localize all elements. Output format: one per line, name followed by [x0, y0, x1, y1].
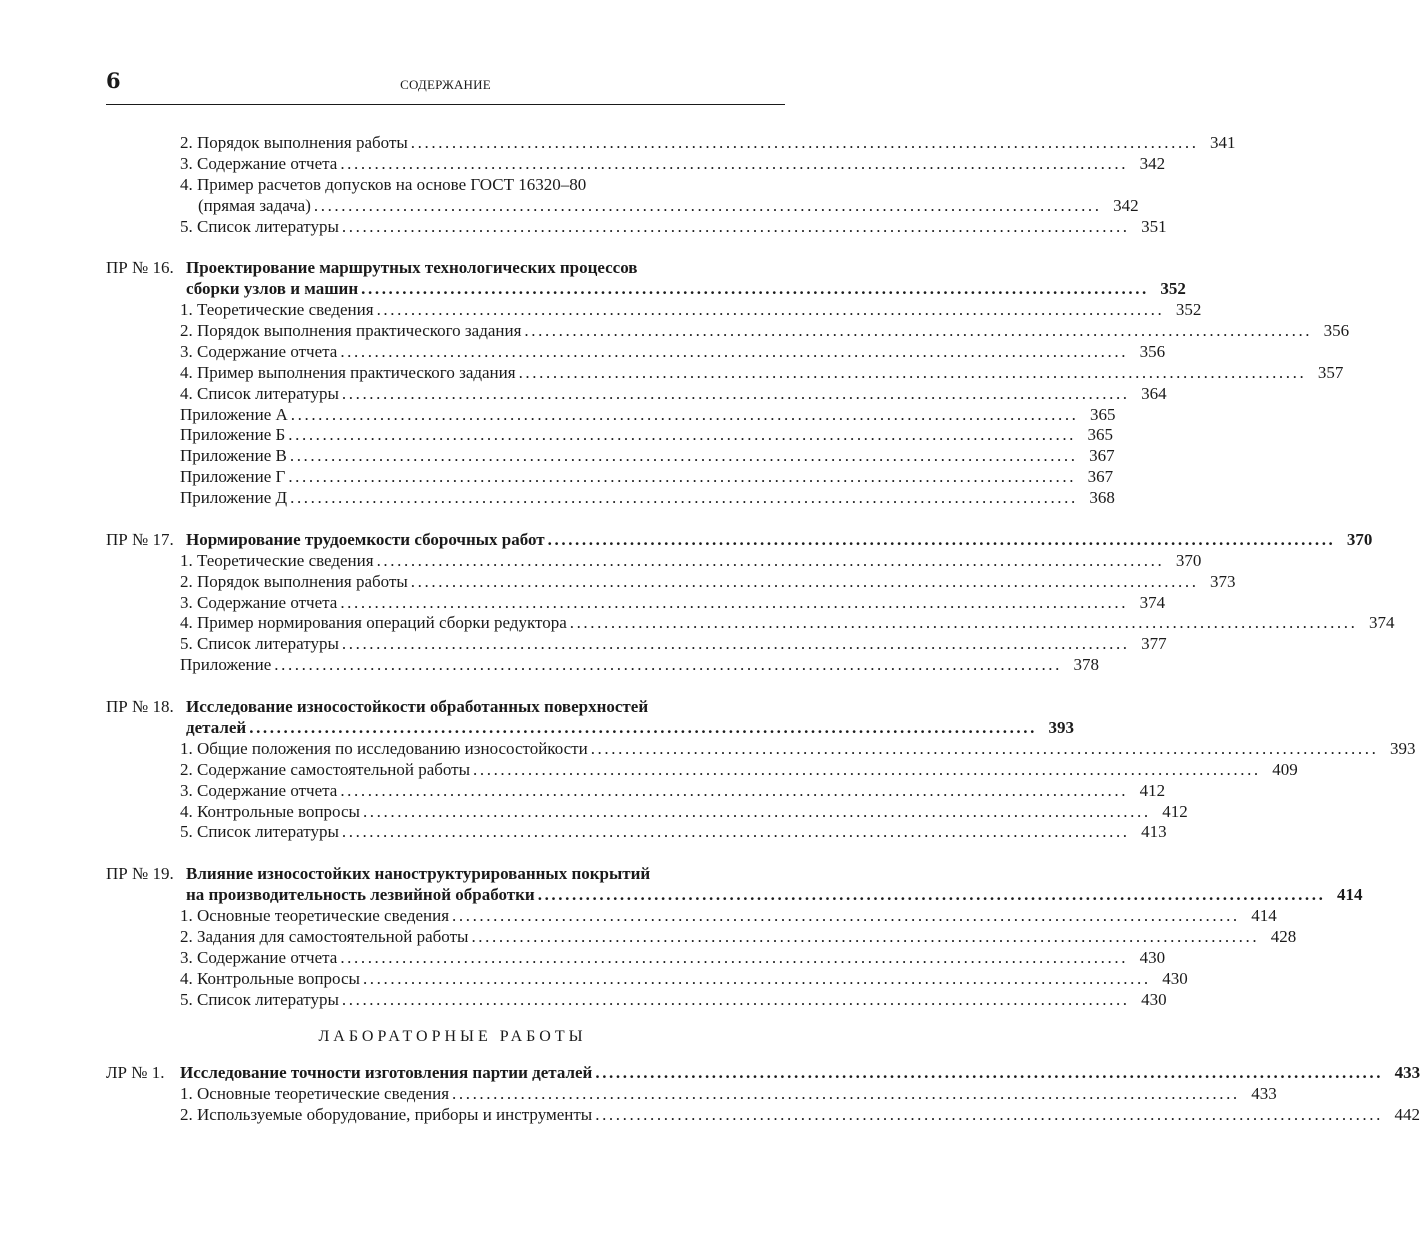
toc-entry: 1. Теоретические сведения ................................................................................................................... 370 — [180, 550, 1202, 570]
chapter-page: 433 — [1394, 1063, 1420, 1083]
toc-entry: 1. Теоретические сведения ................................................................................................................... 352 — [180, 300, 1202, 320]
toc-entry: 2. Содержание самостоятельной работы ................................................................................................................... 409 — [180, 759, 1298, 779]
chapter-prefix: ПР № 18. — [106, 697, 174, 717]
toc-entry: 2. Порядок выполнения работы ................................................................................................................... 341 — [180, 133, 1236, 152]
toc-entry: 1. Общие положения по исследованию износостойкости ................................................................................................................... 393 — [180, 738, 1416, 758]
running-head: СОДЕРЖАНИЕ — [400, 77, 491, 92]
toc-entry: 3. Содержание отчета ................................................................................................................... 374 — [180, 592, 1166, 612]
toc-entry: Приложение В ................................................................................................................... 367 — [180, 446, 1115, 466]
chapter-title: Исследование износостойкости обработанных поверхностей — [186, 697, 649, 717]
chapter-prefix: ПР № 16. — [106, 258, 174, 278]
toc-entry: 5. Список литературы ................................................................................................................... 351 — [180, 216, 1167, 236]
toc-chapter-lr1: ЛР № 1. Исследование точности изготовления партии деталей ................................................................................................................... 433 — [106, 1063, 1420, 1083]
toc-entry: 2. Используемые оборудование, приборы и инструменты ................................................................................................................... 442 — [180, 1105, 1420, 1125]
chapter-title: Исследование точности изготовления партии деталей — [180, 1063, 593, 1083]
toc-entry: (прямая задача) ................................................................................................................... 342 — [198, 195, 1139, 215]
page-number: 6 — [106, 68, 121, 93]
chapter-prefix: ПР № 19. — [106, 864, 174, 884]
toc-entry: 4. Список литературы ................................................................................................................... 364 — [180, 383, 1167, 403]
toc-entry: Приложение Б ................................................................................................................... 365 — [180, 425, 1114, 445]
toc-entry: 4. Пример нормирования операций сборки редуктора ................................................................................................................... 374 — [180, 613, 1395, 633]
toc-entry: 4. Пример выполнения практического задания ................................................................................................................... 357 — [180, 362, 1344, 382]
toc-entry: 1. Основные теоретические сведения ................................................................................................................... 414 — [180, 905, 1277, 925]
toc-entry: 2. Порядок выполнения работы ................................................................................................................... 373 — [180, 571, 1236, 591]
toc-chapter-pr19 — [106, 864, 785, 885]
chapter-title: Влияние износостойких наноструктурированных покрытий — [186, 864, 651, 884]
toc-chapter-pr19-cont: на производительность лезвийной обработки ................................................................................................................... 414 — [186, 885, 1363, 905]
toc-entry: Приложение Д ................................................................................................................... 368 — [180, 488, 1115, 508]
toc-entry: 5. Список литературы ................................................................................................................... 413 — [180, 822, 1167, 842]
toc-entry: 5. Список литературы ................................................................................................................... 430 — [180, 989, 1167, 1009]
toc-entry: 3. Содержание отчета ................................................................................................................... 356 — [180, 341, 1166, 361]
chapter-page: 414 — [1336, 885, 1363, 905]
toc-entry: 4. Контрольные вопросы ................................................................................................................... 430 — [180, 968, 1188, 988]
toc-entry: 3. Содержание отчета ................................................................................................................... 412 — [180, 780, 1166, 800]
chapter-prefix: ЛР № 1. — [106, 1063, 165, 1083]
page-header — [106, 66, 785, 105]
toc-entry: Приложение Г ................................................................................................................... 367 — [180, 467, 1114, 487]
toc-entry: 2. Задания для самостоятельной работы ................................................................................................................... 428 — [180, 926, 1297, 946]
toc-entry: 3. Содержание отчета ................................................................................................................... 430 — [180, 947, 1166, 967]
toc-entry: Приложение А ................................................................................................................... 365 — [180, 404, 1116, 424]
toc-entry: 5. Список литературы ................................................................................................................... 377 — [180, 634, 1167, 654]
toc-chapter-pr16 — [106, 258, 785, 279]
toc-chapter-pr16-cont: сборки узлов и машин ................................................................................................................... 352 — [186, 279, 1186, 299]
chapter-prefix: ПР № 17. — [106, 529, 174, 549]
chapter-title: Нормирование трудоемкости сборочных работ — [186, 529, 545, 549]
toc-chapter-pr18 — [106, 697, 785, 718]
toc-entry: Приложение ................................................................................................................... 378 — [180, 655, 1099, 675]
chapter-page: 352 — [1160, 279, 1186, 299]
lab-section-title: ЛАБОРАТОРНЫЕ РАБОТЫ — [318, 1028, 587, 1046]
table-of-contents — [106, 133, 1420, 1126]
toc-chapter-pr17: ПР № 17. Нормирование трудоемкости сборочных работ ................................................................................................................... 370 — [106, 529, 1373, 549]
toc-entry: 4. Контрольные вопросы ................................................................................................................... 412 — [180, 801, 1188, 821]
toc-entry: 1. Основные теоретические сведения ................................................................................................................... 433 — [180, 1084, 1277, 1104]
toc-entry: 2. Порядок выполнения практического задания ................................................................................................................... 356 — [180, 321, 1350, 341]
chapter-title: Проектирование маршрутных технологических процессов — [186, 258, 638, 278]
chapter-page: 370 — [1346, 529, 1373, 549]
toc-chapter-pr18-cont: деталей ................................................................................................................... 393 — [186, 717, 1074, 737]
toc-entry: 3. Содержание отчета ................................................................................................................... 342 — [180, 153, 1166, 173]
chapter-page: 393 — [1048, 717, 1074, 737]
toc-entry: 4. Пример расчетов допусков на основе ГОСТ 16320–80 — [180, 174, 587, 194]
